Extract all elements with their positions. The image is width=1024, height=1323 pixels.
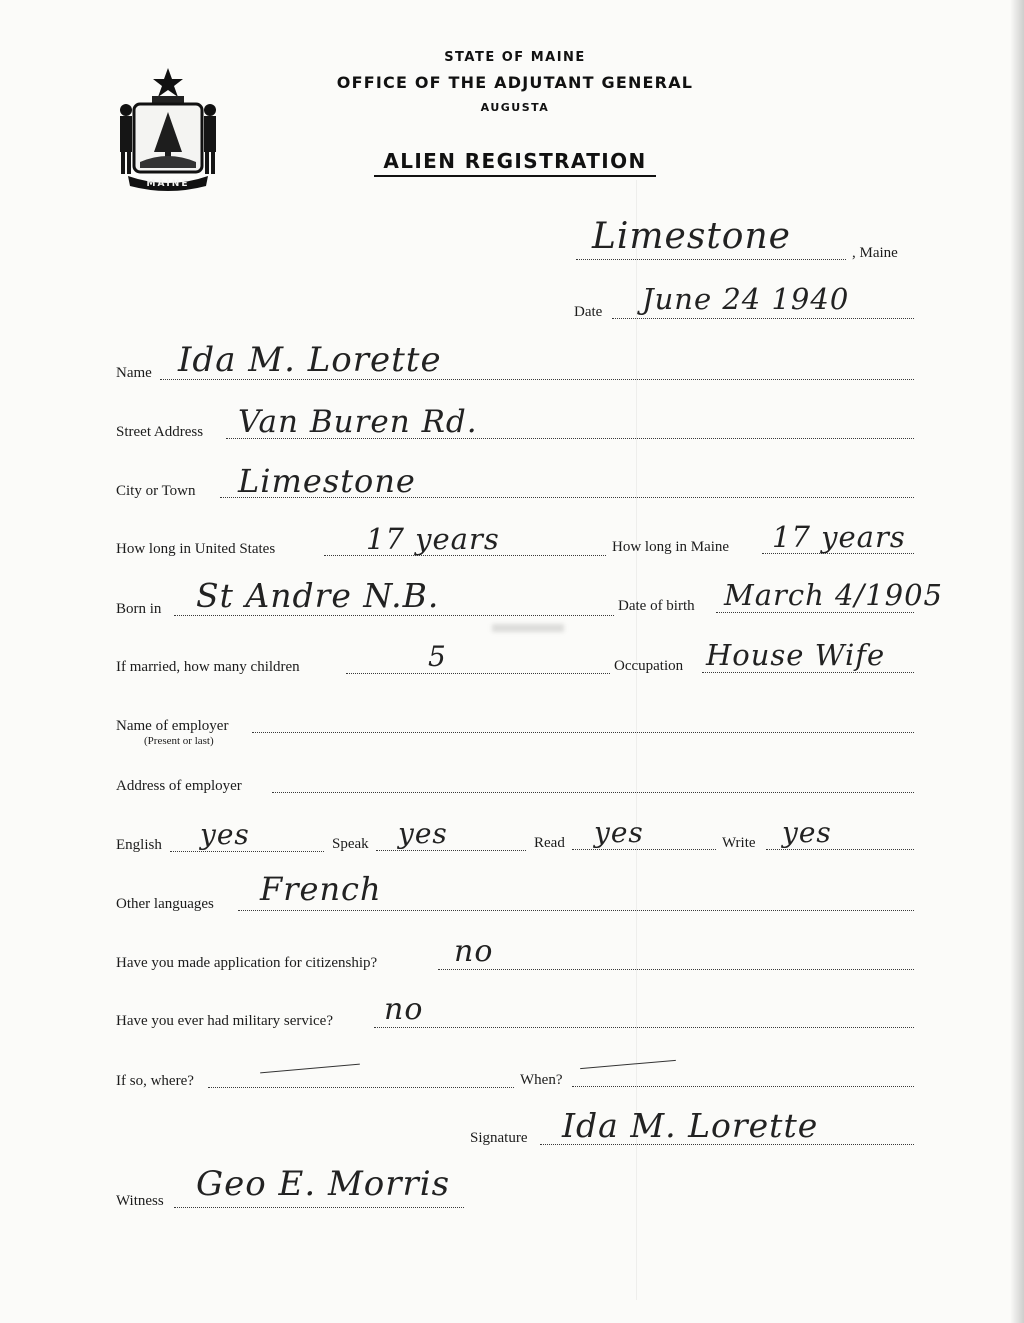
- city-label: City or Town: [116, 483, 196, 499]
- date-label: Date: [574, 304, 603, 320]
- city-heading: AUGUSTA: [480, 101, 550, 114]
- born-label: Born in: [116, 601, 162, 617]
- speak-value: yes: [398, 817, 448, 850]
- witness-label: Witness: [116, 1193, 164, 1209]
- military-label: Have you ever had military service?: [116, 1013, 333, 1029]
- scan-smudge: [492, 624, 564, 632]
- form-title: ALIEN REGISTRATION: [374, 149, 656, 177]
- name-label: Name: [116, 365, 152, 381]
- maine-state-seal-icon: [112, 62, 224, 192]
- years-maine-value: 17 years: [772, 520, 906, 554]
- street-value: Van Buren Rd.: [238, 404, 478, 440]
- citizenship-label: Have you made application for citizenship?: [116, 955, 378, 971]
- english-line: [170, 851, 324, 852]
- other-languages-line: [238, 910, 914, 911]
- signature-value: Ida M. Lorette: [562, 1106, 819, 1145]
- children-value: 5: [428, 640, 447, 673]
- where-line: [208, 1087, 514, 1088]
- name-value: Ida M. Lorette: [178, 340, 442, 380]
- years-us-value: 17 years: [366, 522, 500, 556]
- born-line: [174, 615, 614, 616]
- place-line: [576, 259, 846, 260]
- date-line: [612, 318, 914, 319]
- dob-label: Date of birth: [618, 598, 695, 614]
- when-line: [572, 1086, 914, 1087]
- citizenship-value: no: [454, 934, 494, 969]
- signature-label: Signature: [470, 1130, 528, 1146]
- employer-line: [252, 732, 914, 733]
- dob-line: [716, 612, 914, 613]
- years-maine-label: How long in Maine: [612, 539, 730, 555]
- read-value: yes: [594, 816, 644, 849]
- seal-banner-text: MAINE: [146, 179, 190, 189]
- write-value: yes: [782, 816, 832, 849]
- military-value: no: [384, 992, 424, 1027]
- employer-address-line: [272, 792, 914, 793]
- where-dash-mark: [260, 1064, 360, 1074]
- other-languages-value: French: [260, 870, 382, 908]
- witness-value: Geo E. Morris: [196, 1164, 451, 1204]
- read-label: Read: [534, 835, 565, 851]
- state-heading: STATE OF MAINE: [444, 50, 586, 65]
- speak-label: Speak: [332, 836, 369, 852]
- place-suffix: , Maine: [852, 245, 898, 261]
- dob-value: March 4/1905: [724, 578, 944, 612]
- scan-edge-shadow: [1010, 0, 1024, 1323]
- when-dash-mark: [580, 1060, 676, 1069]
- employer-address-label: Address of employer: [116, 778, 242, 794]
- english-label: English: [116, 837, 162, 853]
- employer-sublabel: (Present or last): [144, 735, 214, 747]
- witness-line: [174, 1207, 464, 1208]
- write-label: Write: [722, 835, 756, 851]
- office-heading: OFFICE OF THE ADJUTANT GENERAL: [336, 73, 694, 92]
- english-value: yes: [200, 818, 250, 851]
- years-us-label: How long in United States: [116, 541, 276, 557]
- read-line: [572, 849, 716, 850]
- other-languages-label: Other languages: [116, 896, 214, 912]
- place-value: Limestone: [592, 216, 791, 257]
- city-value: Limestone: [238, 462, 416, 500]
- when-label: When?: [520, 1072, 563, 1088]
- citizenship-line: [438, 969, 914, 970]
- born-value: St Andre N.B.: [196, 576, 440, 615]
- occupation-value: House Wife: [706, 638, 886, 672]
- children-label: If married, how many children: [116, 659, 300, 675]
- date-value: June 24 1940: [642, 282, 850, 316]
- speak-line: [376, 850, 526, 851]
- occupation-line: [702, 672, 914, 673]
- children-line: [346, 673, 610, 674]
- military-line: [374, 1027, 914, 1028]
- write-line: [766, 849, 914, 850]
- street-label: Street Address: [116, 424, 204, 440]
- employer-label: Name of employer: [116, 718, 229, 734]
- where-label: If so, where?: [116, 1073, 194, 1089]
- occupation-label: Occupation: [614, 658, 684, 674]
